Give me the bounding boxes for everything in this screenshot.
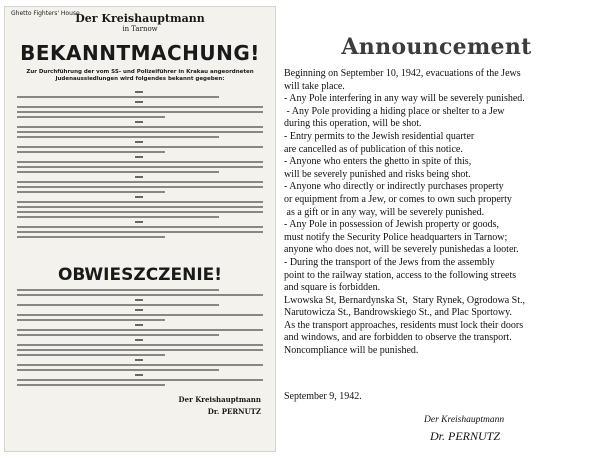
translation-line: anyone who does not, will be severely punishedas a looter. <box>284 244 519 256</box>
translation-line: - Any Pole interfering in any way will be severely punished. <box>284 93 525 105</box>
page-title: Announcement <box>341 34 532 60</box>
poster-subhead-german: Zur Durchführung der vom SS- und Polizeiführer in Krakau angeordneten Judenaussiedlungen wird folgendes bekannt gegeben: <box>26 69 254 82</box>
translation-line: are cancelled as of publication of this notice. <box>284 143 463 155</box>
translation-body <box>284 68 589 358</box>
translation-line: - Any Pole providing a hiding place or shelter to a Jew <box>284 105 505 117</box>
translation-line: Lwowska St, Bernardynska St, Stary Rynek, Ogrodowa St., <box>284 294 525 306</box>
translation-line: - Anyone who enters the ghetto in spite of this, <box>284 156 472 168</box>
translation-line: during this operation, will be shot. <box>284 118 422 130</box>
poster-header-place: in Tarnow <box>122 25 158 33</box>
translation-line: Beginning on September 10, 1942, evacuations of the Jews <box>284 68 521 79</box>
poster-polish-body <box>17 289 263 389</box>
translation-line: as a gift or in any way, will be severely punished. <box>284 206 485 218</box>
translation-line: - Any Pole in possession of Jewish property or goods, <box>284 219 499 231</box>
translation-line: Narutowicza St., Bandrowskiego St., and Plac Sportowy. <box>284 307 512 319</box>
translation-line: - Entry permits to the Jewish residential quarter <box>284 130 475 142</box>
poster-header-title: Der Kreishauptmann <box>75 12 205 25</box>
translation-line: and windows, and are forbidden to observe the transport. <box>284 332 512 344</box>
signer-title: Der Kreishauptmann <box>424 415 505 425</box>
translation-line: and square is forbidden. <box>284 282 381 294</box>
translation-line: must notify the Security Police headquarters in Tarnow; <box>284 231 508 243</box>
poster-image <box>4 6 276 452</box>
translation-line: will be severely punished and risks being shot. <box>284 168 471 180</box>
translation-line: point to the railway station, access to the following streets <box>284 269 517 281</box>
museum-tag: Ghetto Fighters' House <box>11 10 80 17</box>
translation-line: - During the transport of the Jews from the assembly <box>284 256 495 268</box>
translation-line: - Anyone who directly or indirectly purchases property <box>284 181 504 193</box>
date-line: September 9, 1942. <box>284 391 362 402</box>
poster-german-body <box>17 91 263 241</box>
poster-signature-title: Der Kreishauptmann <box>178 395 261 404</box>
translation-line: Noncompliance will be punished. <box>284 345 419 357</box>
poster-headline-german: BEKANNTMACHUNG! <box>20 41 260 65</box>
poster-signature-name: Dr. PERNUTZ <box>207 407 261 416</box>
translation-line: As the transport approaches, residents must lock their doors <box>284 319 524 331</box>
signer-name: Dr. PERNUTZ <box>430 429 501 443</box>
poster-headline-polish: OBWIESZCZENIE! <box>57 265 223 285</box>
translation-line: will take place. <box>284 80 345 92</box>
translation-line: or equipment from a Jew, or comes to own such property <box>284 193 512 205</box>
